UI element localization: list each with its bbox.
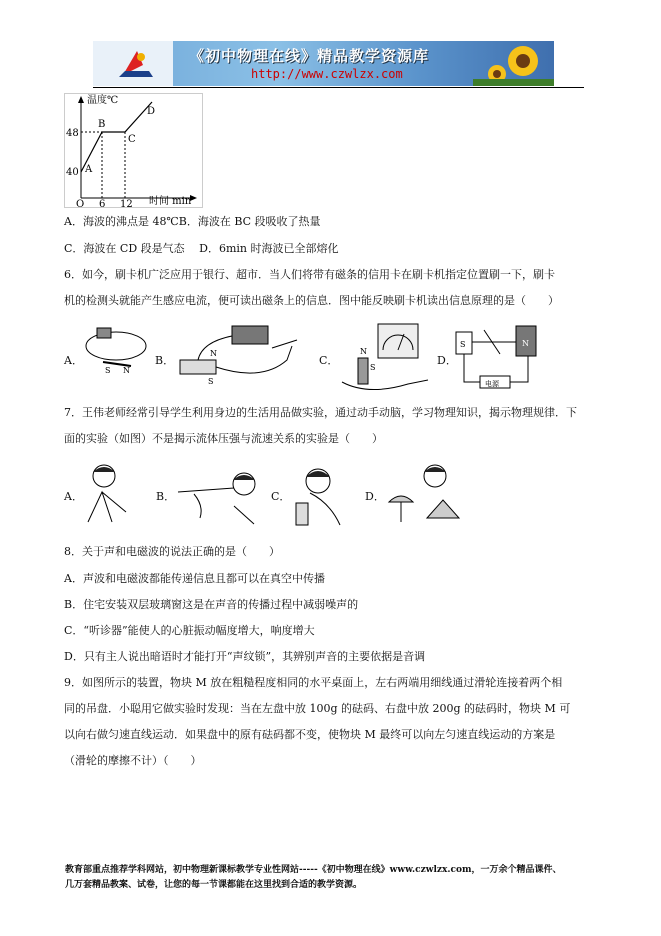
svg-text:N: N [210, 349, 217, 358]
q8-option-a: A．声波和电磁波都能传递信息且都可以在真空中传播 [64, 572, 325, 585]
svg-text:S: S [208, 377, 214, 384]
q7-option-c-label: C． [271, 490, 291, 503]
point-a: A [85, 164, 93, 175]
q6-figure-c [338, 322, 430, 397]
q7-stem-line1: 7．王伟老师经常引导学生利用身边的生活用品做实验，通过动手动脑，学习物理知识，揭示物理规律．下 [64, 406, 577, 419]
q6-figure-b [172, 322, 303, 384]
q6-stem-line2: 机的检测头就能产生感应电流，便可读出磁条上的信息．图中能反映刷卡机读出信息原理的是（ ） [64, 294, 559, 307]
svg-text:电源: 电源 [485, 380, 499, 388]
q7-stem-line2: 面的实验（如图）不是揭示流体压强与流速关系的实验是（ ） [64, 432, 383, 445]
blow-dish-figure [383, 462, 461, 526]
q9-stem-line4: （滑轮的摩擦不计）（ ） [64, 754, 202, 767]
svg-text:N: N [522, 339, 529, 348]
svg-text:S: S [370, 363, 376, 372]
y-axis-arrow [78, 96, 84, 103]
q6-option-a-label: A． [64, 354, 83, 367]
q8-option-b: B．住宅安装双层玻璃窗这是在声音的传播过程中减弱噪声的 [64, 598, 359, 611]
x-tick-origin: O [76, 199, 85, 207]
y-tick-40: 40 [66, 167, 79, 178]
x-tick-12: 12 [120, 199, 133, 207]
q5-option-ab: A．海波的沸点是 48℃B．海波在 BC 段吸收了热量 [64, 215, 321, 228]
point-b: B [98, 119, 106, 130]
svg-text:S: S [460, 340, 466, 349]
funnel-ball-figure [290, 463, 348, 528]
point-d: D [147, 106, 156, 117]
q6-option-c-label: C． [319, 354, 339, 367]
q8-option-c: C．“听诊器”能使人的心脏振动幅度增大，响度增大 [64, 624, 315, 637]
x-tick-6: 6 [99, 199, 106, 207]
q9-stem-line2: 同的吊盘．小聪用它做实验时发现：当在左盘中放 100g 的砝码、右盘中放 200g 的砝码时，物块 M 可 [64, 702, 571, 715]
q6-stem-line1: 6．如今，刷卡机广泛应用于银行、超市．当人们将带有磁条的信用卡在刷卡机指定位置刷一下，刷卡 [64, 268, 555, 281]
svg-text:S: S [105, 366, 111, 374]
temperature-graph [64, 93, 203, 208]
sunflower-icon [473, 46, 554, 86]
q7-figure-c [290, 463, 348, 528]
point-c: C [128, 134, 136, 145]
temperature-graph-svg [65, 94, 202, 207]
q7-option-b-label: B． [156, 490, 176, 503]
banner-title: 《初中物理在线》精品教学资源库 [189, 47, 430, 65]
q5-option-cd: C．海波在 CD 段是气态 D．6min 时海波已全部熔化 [64, 242, 339, 255]
q6-figure-a [83, 322, 150, 374]
header-rule [93, 87, 584, 88]
y-axis-label: 温度℃ [87, 95, 119, 106]
q6-option-b-label: B． [155, 354, 175, 367]
footer-line1: 教育部重点推荐学科网站，初中物理新课标教学专业性网站-----《初中物理在线》www.czwlzx.com，一万余个精品课件、 [65, 865, 562, 875]
svg-text:N: N [123, 366, 130, 374]
header-banner [93, 41, 554, 86]
svg-text:N: N [360, 347, 367, 356]
q7-figure-b [174, 466, 260, 526]
compass-coil-figure [83, 322, 150, 374]
q8-stem: 8．关于声和电磁波的说法正确的是（ ） [64, 545, 280, 558]
q7-option-a-label: A． [64, 490, 83, 503]
q6-option-d-label: D． [437, 354, 457, 367]
q9-stem-line3: 以向右做匀速直线运动．如果盘中的原有砝码都不变，使物块 M 最终可以向左匀速直线运动的方案是 [64, 728, 556, 741]
q7-figure-d [383, 462, 461, 526]
q7-figure-a [82, 462, 134, 526]
x-axis-label: 时间 min [149, 196, 192, 207]
q6-figure-d [454, 320, 538, 395]
y-tick-48: 48 [66, 128, 79, 139]
motor-circuit-figure [172, 322, 303, 384]
blowing-paper-figure [82, 462, 134, 526]
magnet-power-figure [454, 320, 538, 395]
q9-stem-line1: 9．如图所示的装置，物块 M 放在粗糙程度相同的水平桌面上，左右两端用细线通过滑轮连接着两个相 [64, 676, 563, 689]
q8-option-d: D．只有主人说出暗语时才能打开“声纹锁”，其辨别声音的主要依据是音调 [64, 650, 426, 663]
q7-option-d-label: D． [365, 490, 385, 503]
banner-url: http://www.czwlzx.com [251, 67, 403, 81]
graph-curve [81, 102, 152, 172]
footer-line2: 几万套精品教案、试卷，让您的每一节课都能在这里找到合适的教学资源。 [65, 880, 363, 890]
straw-blow-figure [174, 466, 260, 526]
galvanometer-figure [338, 322, 430, 397]
